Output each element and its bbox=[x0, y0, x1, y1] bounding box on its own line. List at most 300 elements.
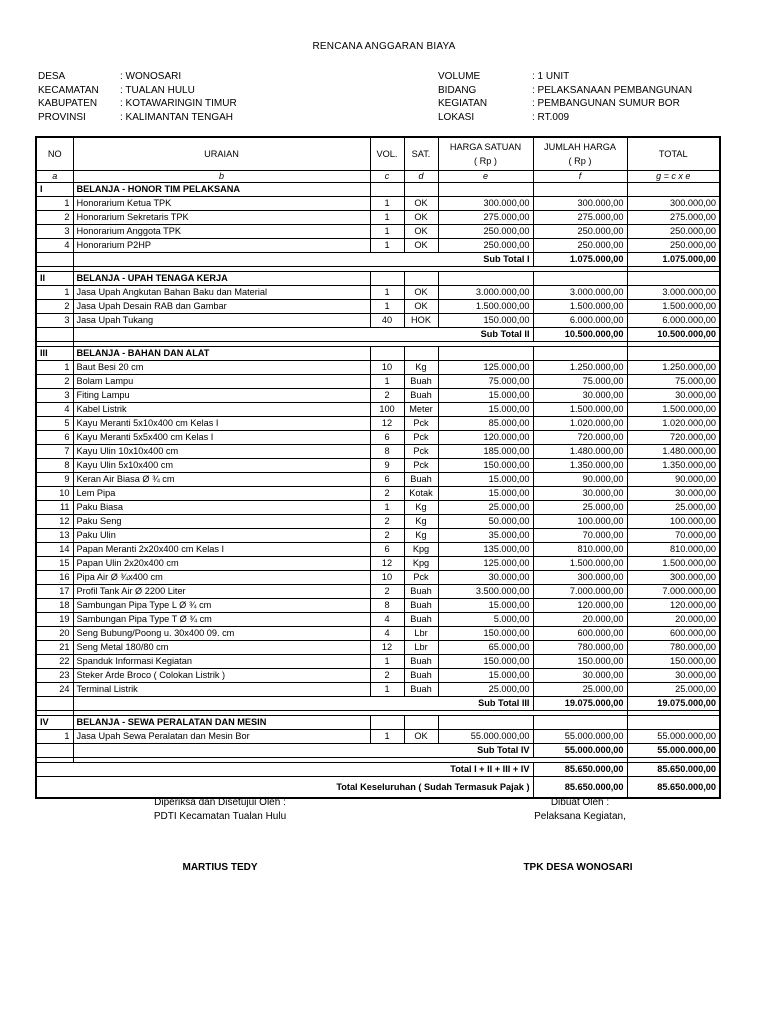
empty-cell bbox=[370, 272, 404, 286]
approval-caption: Diperiksa dan Disetujui Oleh : bbox=[154, 797, 286, 808]
empty-cell bbox=[36, 253, 73, 267]
meta-key: VOLUME bbox=[438, 71, 481, 82]
item-vol: 1 bbox=[370, 300, 404, 314]
item-total: 1.350.000,00 bbox=[627, 459, 720, 473]
section-title: BELANJA - SEWA PERALATAN DAN MESIN bbox=[73, 716, 370, 730]
item-total: 250.000,00 bbox=[627, 225, 720, 239]
table-row bbox=[36, 361, 720, 375]
item-jumlah: 600.000,00 bbox=[533, 627, 627, 641]
item-harga: 25.000,00 bbox=[438, 683, 533, 697]
header-vol: VOL. bbox=[370, 137, 404, 171]
section-code: IV bbox=[36, 716, 73, 730]
table-row bbox=[36, 459, 720, 473]
empty-cell bbox=[627, 272, 720, 286]
item-no: 1 bbox=[36, 361, 73, 375]
item-no: 24 bbox=[36, 683, 73, 697]
item-vol: 2 bbox=[370, 585, 404, 599]
total-all-row bbox=[36, 763, 720, 777]
item-no: 18 bbox=[36, 599, 73, 613]
empty-cell bbox=[404, 183, 438, 197]
item-uraian: Sambungan Pipa Type T Ø ¾ cm bbox=[73, 613, 370, 627]
item-uraian: Bolam Lampu bbox=[73, 375, 370, 389]
item-harga: 50.000,00 bbox=[438, 515, 533, 529]
meta-key: PROVINSI bbox=[38, 111, 86, 123]
section-title: BELANJA - BAHAN DAN ALAT bbox=[73, 347, 370, 361]
item-total: 25.000,00 bbox=[627, 683, 720, 697]
header-uraian: URAIAN bbox=[73, 137, 370, 171]
item-uraian: Seng Metal 180/80 cm bbox=[73, 641, 370, 655]
item-total: 300.000,00 bbox=[627, 197, 720, 211]
activity-info bbox=[438, 70, 692, 124]
table-row bbox=[36, 627, 720, 641]
section-row bbox=[36, 183, 720, 197]
item-vol: 2 bbox=[370, 515, 404, 529]
item-sat: Pck bbox=[404, 459, 438, 473]
item-uraian: Papan Meranti 2x20x400 cm Kelas I bbox=[73, 543, 370, 557]
item-vol: 6 bbox=[370, 473, 404, 487]
item-total: 1.480.000,00 bbox=[627, 445, 720, 459]
item-vol: 10 bbox=[370, 361, 404, 375]
grand-total-label: Total Keseluruhan ( Sudah Termasuk Pajak ) bbox=[36, 777, 533, 799]
empty-cell bbox=[36, 744, 73, 758]
item-uraian: Fiting Lampu bbox=[73, 389, 370, 403]
item-jumlah: 300.000,00 bbox=[533, 571, 627, 585]
table-row bbox=[36, 669, 720, 683]
table-header bbox=[36, 137, 720, 171]
item-vol: 1 bbox=[370, 211, 404, 225]
item-jumlah: 1.350.000,00 bbox=[533, 459, 627, 473]
column-letter-row bbox=[36, 171, 720, 183]
section-title: BELANJA - UPAH TENAGA KERJA bbox=[73, 272, 370, 286]
section-title: BELANJA - HONOR TIM PELAKSANA bbox=[73, 183, 370, 197]
header-harga-line1: HARGA SATUAN bbox=[449, 142, 522, 152]
item-sat: Kg bbox=[404, 515, 438, 529]
section-code: III bbox=[36, 347, 73, 361]
item-harga: 5.000,00 bbox=[438, 613, 533, 627]
item-jumlah: 780.000,00 bbox=[533, 641, 627, 655]
item-total: 70.000,00 bbox=[627, 529, 720, 543]
item-vol: 8 bbox=[370, 599, 404, 613]
table-row bbox=[36, 389, 720, 403]
item-vol: 2 bbox=[370, 487, 404, 501]
meta-row-lokasi bbox=[438, 111, 692, 125]
letter-b: b bbox=[73, 171, 370, 183]
item-sat: Buah bbox=[404, 599, 438, 613]
item-sat: Kpg bbox=[404, 543, 438, 557]
item-vol: 6 bbox=[370, 431, 404, 445]
item-no: 3 bbox=[36, 314, 73, 328]
subtotal-total: 55.000.000,00 bbox=[627, 744, 720, 758]
item-uraian: Honorarium Ketua TPK bbox=[73, 197, 370, 211]
item-harga: 135.000,00 bbox=[438, 543, 533, 557]
item-no: 17 bbox=[36, 585, 73, 599]
item-harga: 250.000,00 bbox=[438, 239, 533, 253]
empty-cell bbox=[627, 183, 720, 197]
item-harga: 150.000,00 bbox=[438, 655, 533, 669]
subtotal-jumlah: 1.075.000,00 bbox=[533, 253, 627, 267]
item-jumlah: 30.000,00 bbox=[533, 487, 627, 501]
item-harga: 15.000,00 bbox=[438, 669, 533, 683]
item-harga: 15.000,00 bbox=[438, 487, 533, 501]
item-jumlah: 1.480.000,00 bbox=[533, 445, 627, 459]
total-all-total: 85.650.000,00 bbox=[627, 763, 720, 777]
grand-total-jumlah: 85.650.000,00 bbox=[533, 777, 627, 799]
total-all-label: Total I + II + III + IV bbox=[36, 763, 533, 777]
item-total: 90.000,00 bbox=[627, 473, 720, 487]
item-no: 3 bbox=[36, 389, 73, 403]
meta-value: : 1 UNIT bbox=[532, 71, 570, 82]
table-row bbox=[36, 314, 720, 328]
empty-cell bbox=[404, 716, 438, 730]
table-row bbox=[36, 197, 720, 211]
item-jumlah: 70.000,00 bbox=[533, 529, 627, 543]
item-uraian: Pipa Air Ø ¾x400 cm bbox=[73, 571, 370, 585]
item-vol: 2 bbox=[370, 389, 404, 403]
item-harga: 35.000,00 bbox=[438, 529, 533, 543]
item-no: 1 bbox=[36, 286, 73, 300]
subtotal-row bbox=[36, 697, 720, 711]
subtotal-row bbox=[36, 744, 720, 758]
table-row bbox=[36, 599, 720, 613]
item-vol: 40 bbox=[370, 314, 404, 328]
item-harga: 150.000,00 bbox=[438, 627, 533, 641]
item-jumlah: 7.000.000,00 bbox=[533, 585, 627, 599]
item-total: 55.000.000,00 bbox=[627, 730, 720, 744]
table-row bbox=[36, 571, 720, 585]
table-row bbox=[36, 403, 720, 417]
subtotal-label: Sub Total IV bbox=[73, 744, 533, 758]
item-harga: 25.000,00 bbox=[438, 501, 533, 515]
item-harga: 15.000,00 bbox=[438, 389, 533, 403]
item-sat: Buah bbox=[404, 585, 438, 599]
letter-e: e bbox=[438, 171, 533, 183]
subtotal-total: 19.075.000,00 bbox=[627, 697, 720, 711]
item-uraian: Jasa Upah Desain RAB dan Gambar bbox=[73, 300, 370, 314]
empty-cell bbox=[533, 183, 627, 197]
item-vol: 1 bbox=[370, 683, 404, 697]
subtotal-total: 1.075.000,00 bbox=[627, 253, 720, 267]
item-harga: 85.000,00 bbox=[438, 417, 533, 431]
item-vol: 1 bbox=[370, 286, 404, 300]
empty-cell bbox=[627, 716, 720, 730]
table-row bbox=[36, 211, 720, 225]
item-uraian: Jasa Upah Sewa Peralatan dan Mesin Bor bbox=[73, 730, 370, 744]
table-row bbox=[36, 585, 720, 599]
item-total: 25.000,00 bbox=[627, 501, 720, 515]
item-total: 120.000,00 bbox=[627, 599, 720, 613]
item-sat: Kg bbox=[404, 361, 438, 375]
item-total: 810.000,00 bbox=[627, 543, 720, 557]
item-total: 150.000,00 bbox=[627, 655, 720, 669]
item-sat: Pck bbox=[404, 445, 438, 459]
approver-name: MARTIUS TEDY bbox=[182, 862, 258, 873]
item-harga: 1.500.000,00 bbox=[438, 300, 533, 314]
letter-c: c bbox=[370, 171, 404, 183]
header-jumlah-line2: ( Rp ) bbox=[568, 156, 592, 166]
item-sat: Kotak bbox=[404, 487, 438, 501]
item-no: 19 bbox=[36, 613, 73, 627]
table-row bbox=[36, 613, 720, 627]
item-sat: OK bbox=[404, 211, 438, 225]
empty-cell bbox=[627, 347, 720, 361]
grand-total-total: 85.650.000,00 bbox=[627, 777, 720, 799]
item-uraian: Lem Pipa bbox=[73, 487, 370, 501]
table-row bbox=[36, 641, 720, 655]
meta-key: KEGIATAN bbox=[438, 98, 488, 109]
empty-cell bbox=[404, 347, 438, 361]
item-total: 30.000,00 bbox=[627, 669, 720, 683]
item-sat: Buah bbox=[404, 375, 438, 389]
empty-cell bbox=[370, 716, 404, 730]
table-row bbox=[36, 239, 720, 253]
item-no: 1 bbox=[36, 197, 73, 211]
item-uraian: Paku Ulin bbox=[73, 529, 370, 543]
item-uraian: Jasa Upah Tukang bbox=[73, 314, 370, 328]
item-no: 6 bbox=[36, 431, 73, 445]
item-harga: 275.000,00 bbox=[438, 211, 533, 225]
item-no: 10 bbox=[36, 487, 73, 501]
item-total: 300.000,00 bbox=[627, 571, 720, 585]
item-total: 1.250.000,00 bbox=[627, 361, 720, 375]
empty-cell bbox=[438, 716, 533, 730]
meta-value: : PELAKSANAAN PEMBANGUNAN bbox=[532, 84, 693, 96]
item-jumlah: 30.000,00 bbox=[533, 389, 627, 403]
empty-cell bbox=[36, 328, 73, 342]
meta-key: LOKASI bbox=[438, 111, 475, 123]
item-no: 16 bbox=[36, 571, 73, 585]
item-sat: HOK bbox=[404, 314, 438, 328]
item-total: 250.000,00 bbox=[627, 239, 720, 253]
item-jumlah: 150.000,00 bbox=[533, 655, 627, 669]
table-row bbox=[36, 431, 720, 445]
item-uraian: Honorarium Sekretaris TPK bbox=[73, 211, 370, 225]
item-vol: 12 bbox=[370, 557, 404, 571]
item-uraian: Paku Seng bbox=[73, 515, 370, 529]
item-vol: 1 bbox=[370, 501, 404, 515]
section-code: II bbox=[36, 272, 73, 286]
item-jumlah: 25.000,00 bbox=[533, 501, 627, 515]
item-jumlah: 1.020.000,00 bbox=[533, 417, 627, 431]
item-jumlah: 75.000,00 bbox=[533, 375, 627, 389]
table-row bbox=[36, 286, 720, 300]
item-jumlah: 30.000,00 bbox=[533, 669, 627, 683]
meta-value: : TUALAN HULU bbox=[120, 84, 195, 96]
item-no: 14 bbox=[36, 543, 73, 557]
table-row bbox=[36, 375, 720, 389]
table-row bbox=[36, 730, 720, 744]
item-sat: Pck bbox=[404, 431, 438, 445]
item-uraian: Keran Air Biasa Ø ¾ cm bbox=[73, 473, 370, 487]
header-sat: SAT. bbox=[404, 137, 438, 171]
item-vol: 9 bbox=[370, 459, 404, 473]
table-row bbox=[36, 655, 720, 669]
item-vol: 1 bbox=[370, 730, 404, 744]
meta-value: : RT.009 bbox=[532, 111, 570, 123]
item-vol: 12 bbox=[370, 641, 404, 655]
item-jumlah: 6.000.000,00 bbox=[533, 314, 627, 328]
item-sat: Kg bbox=[404, 501, 438, 515]
item-no: 2 bbox=[36, 300, 73, 314]
item-jumlah: 100.000,00 bbox=[533, 515, 627, 529]
item-uraian: Papan Ulin 2x20x400 cm bbox=[73, 557, 370, 571]
item-no: 2 bbox=[36, 375, 73, 389]
table-row bbox=[36, 557, 720, 571]
item-sat: Kg bbox=[404, 529, 438, 543]
item-no: 7 bbox=[36, 445, 73, 459]
item-sat: OK bbox=[404, 239, 438, 253]
subtotal-label: Sub Total III bbox=[73, 697, 533, 711]
letter-f: f bbox=[533, 171, 627, 183]
item-sat: Buah bbox=[404, 389, 438, 403]
item-vol: 1 bbox=[370, 239, 404, 253]
item-total: 780.000,00 bbox=[627, 641, 720, 655]
item-uraian: Kayu Meranti 5x10x400 cm Kelas I bbox=[73, 417, 370, 431]
meta-key: BIDANG bbox=[438, 84, 477, 96]
item-no: 2 bbox=[36, 211, 73, 225]
item-harga: 15.000,00 bbox=[438, 599, 533, 613]
subtotal-row bbox=[36, 328, 720, 342]
item-total: 3.000.000,00 bbox=[627, 286, 720, 300]
header-no: NO bbox=[36, 137, 73, 171]
item-vol: 4 bbox=[370, 613, 404, 627]
item-total: 1.500.000,00 bbox=[627, 557, 720, 571]
item-jumlah: 90.000,00 bbox=[533, 473, 627, 487]
item-harga: 300.000,00 bbox=[438, 197, 533, 211]
item-sat: Pck bbox=[404, 417, 438, 431]
item-sat: Lbr bbox=[404, 627, 438, 641]
item-sat: Pck bbox=[404, 571, 438, 585]
item-sat: Buah bbox=[404, 655, 438, 669]
header-jumlah-harga bbox=[533, 137, 627, 171]
item-jumlah: 1.500.000,00 bbox=[533, 403, 627, 417]
item-jumlah: 275.000,00 bbox=[533, 211, 627, 225]
item-jumlah: 810.000,00 bbox=[533, 543, 627, 557]
budget-table bbox=[35, 136, 721, 799]
item-jumlah: 250.000,00 bbox=[533, 239, 627, 253]
header-total: TOTAL bbox=[627, 137, 720, 171]
empty-cell bbox=[438, 272, 533, 286]
table-row bbox=[36, 529, 720, 543]
approval-office: PDTI Kecamatan Tualan Hulu bbox=[153, 811, 287, 822]
prepared-caption: Dibuat Oleh : bbox=[550, 797, 610, 808]
grand-total-row bbox=[36, 777, 720, 799]
item-harga: 125.000,00 bbox=[438, 361, 533, 375]
item-harga: 55.000.000,00 bbox=[438, 730, 533, 744]
item-sat: OK bbox=[404, 730, 438, 744]
empty-cell bbox=[36, 697, 73, 711]
table-row bbox=[36, 225, 720, 239]
item-vol: 6 bbox=[370, 543, 404, 557]
item-sat: Kpg bbox=[404, 557, 438, 571]
item-total: 30.000,00 bbox=[627, 487, 720, 501]
item-total: 1.020.000,00 bbox=[627, 417, 720, 431]
item-harga: 3.500.000,00 bbox=[438, 585, 533, 599]
item-harga: 185.000,00 bbox=[438, 445, 533, 459]
item-jumlah: 1.500.000,00 bbox=[533, 557, 627, 571]
item-no: 20 bbox=[36, 627, 73, 641]
table-row bbox=[36, 501, 720, 515]
item-total: 7.000.000,00 bbox=[627, 585, 720, 599]
item-sat: OK bbox=[404, 286, 438, 300]
item-total: 1.500.000,00 bbox=[627, 300, 720, 314]
item-uraian: Paku Biasa bbox=[73, 501, 370, 515]
item-harga: 75.000,00 bbox=[438, 375, 533, 389]
empty-cell bbox=[533, 716, 627, 730]
item-total: 6.000.000,00 bbox=[627, 314, 720, 328]
table-row bbox=[36, 515, 720, 529]
item-vol: 2 bbox=[370, 529, 404, 543]
item-harga: 65.000,00 bbox=[438, 641, 533, 655]
empty-cell bbox=[370, 183, 404, 197]
item-sat: OK bbox=[404, 225, 438, 239]
section-row bbox=[36, 347, 720, 361]
item-no: 1 bbox=[36, 730, 73, 744]
item-vol: 8 bbox=[370, 445, 404, 459]
meta-row-volume bbox=[438, 70, 692, 84]
item-uraian: Jasa Upah Angkutan Bahan Baku dan Material bbox=[73, 286, 370, 300]
prepared-role: Pelaksana Kegiatan, bbox=[534, 811, 626, 822]
item-vol: 1 bbox=[370, 375, 404, 389]
item-harga: 150.000,00 bbox=[438, 314, 533, 328]
item-uraian: Steker Arde Broco ( Colokan Listrik ) bbox=[73, 669, 370, 683]
letter-d: d bbox=[404, 171, 438, 183]
empty-cell bbox=[438, 183, 533, 197]
meta-row-desa bbox=[38, 70, 237, 84]
subtotal-label: Sub Total II bbox=[73, 328, 533, 342]
item-uraian: Spanduk Informasi Kegiatan bbox=[73, 655, 370, 669]
meta-row-kegiatan bbox=[438, 97, 692, 111]
item-no: 8 bbox=[36, 459, 73, 473]
item-harga: 30.000,00 bbox=[438, 571, 533, 585]
table-row bbox=[36, 487, 720, 501]
item-no: 5 bbox=[36, 417, 73, 431]
header-jumlah-line1: JUMLAH HARGA bbox=[544, 142, 616, 152]
item-vol: 4 bbox=[370, 627, 404, 641]
item-jumlah: 720.000,00 bbox=[533, 431, 627, 445]
meta-key: KABUPATEN bbox=[38, 98, 98, 109]
item-sat: Buah bbox=[404, 473, 438, 487]
table-row bbox=[36, 417, 720, 431]
item-vol: 2 bbox=[370, 669, 404, 683]
item-total: 30.000,00 bbox=[627, 389, 720, 403]
header-harga-satuan bbox=[438, 137, 533, 171]
item-sat: OK bbox=[404, 300, 438, 314]
item-jumlah: 120.000,00 bbox=[533, 599, 627, 613]
item-uraian: Seng Bubung/Poong u. 30x400 09. cm bbox=[73, 627, 370, 641]
subtotal-total: 10.500.000,00 bbox=[627, 328, 720, 342]
item-uraian: Honorarium Anggota TPK bbox=[73, 225, 370, 239]
total-all-jumlah: 85.650.000,00 bbox=[533, 763, 627, 777]
item-total: 720.000,00 bbox=[627, 431, 720, 445]
item-vol: 10 bbox=[370, 571, 404, 585]
item-no: 9 bbox=[36, 473, 73, 487]
meta-value: : KALIMANTAN TENGAH bbox=[120, 111, 233, 123]
item-no: 13 bbox=[36, 529, 73, 543]
item-no: 22 bbox=[36, 655, 73, 669]
empty-cell bbox=[438, 347, 533, 361]
item-vol: 1 bbox=[370, 197, 404, 211]
item-total: 100.000,00 bbox=[627, 515, 720, 529]
subtotal-row bbox=[36, 253, 720, 267]
item-harga: 150.000,00 bbox=[438, 459, 533, 473]
item-vol: 1 bbox=[370, 225, 404, 239]
section-row bbox=[36, 272, 720, 286]
prepared-block bbox=[480, 796, 680, 824]
item-vol: 1 bbox=[370, 655, 404, 669]
item-no: 11 bbox=[36, 501, 73, 515]
item-no: 4 bbox=[36, 403, 73, 417]
item-uraian: Terminal Listrik bbox=[73, 683, 370, 697]
